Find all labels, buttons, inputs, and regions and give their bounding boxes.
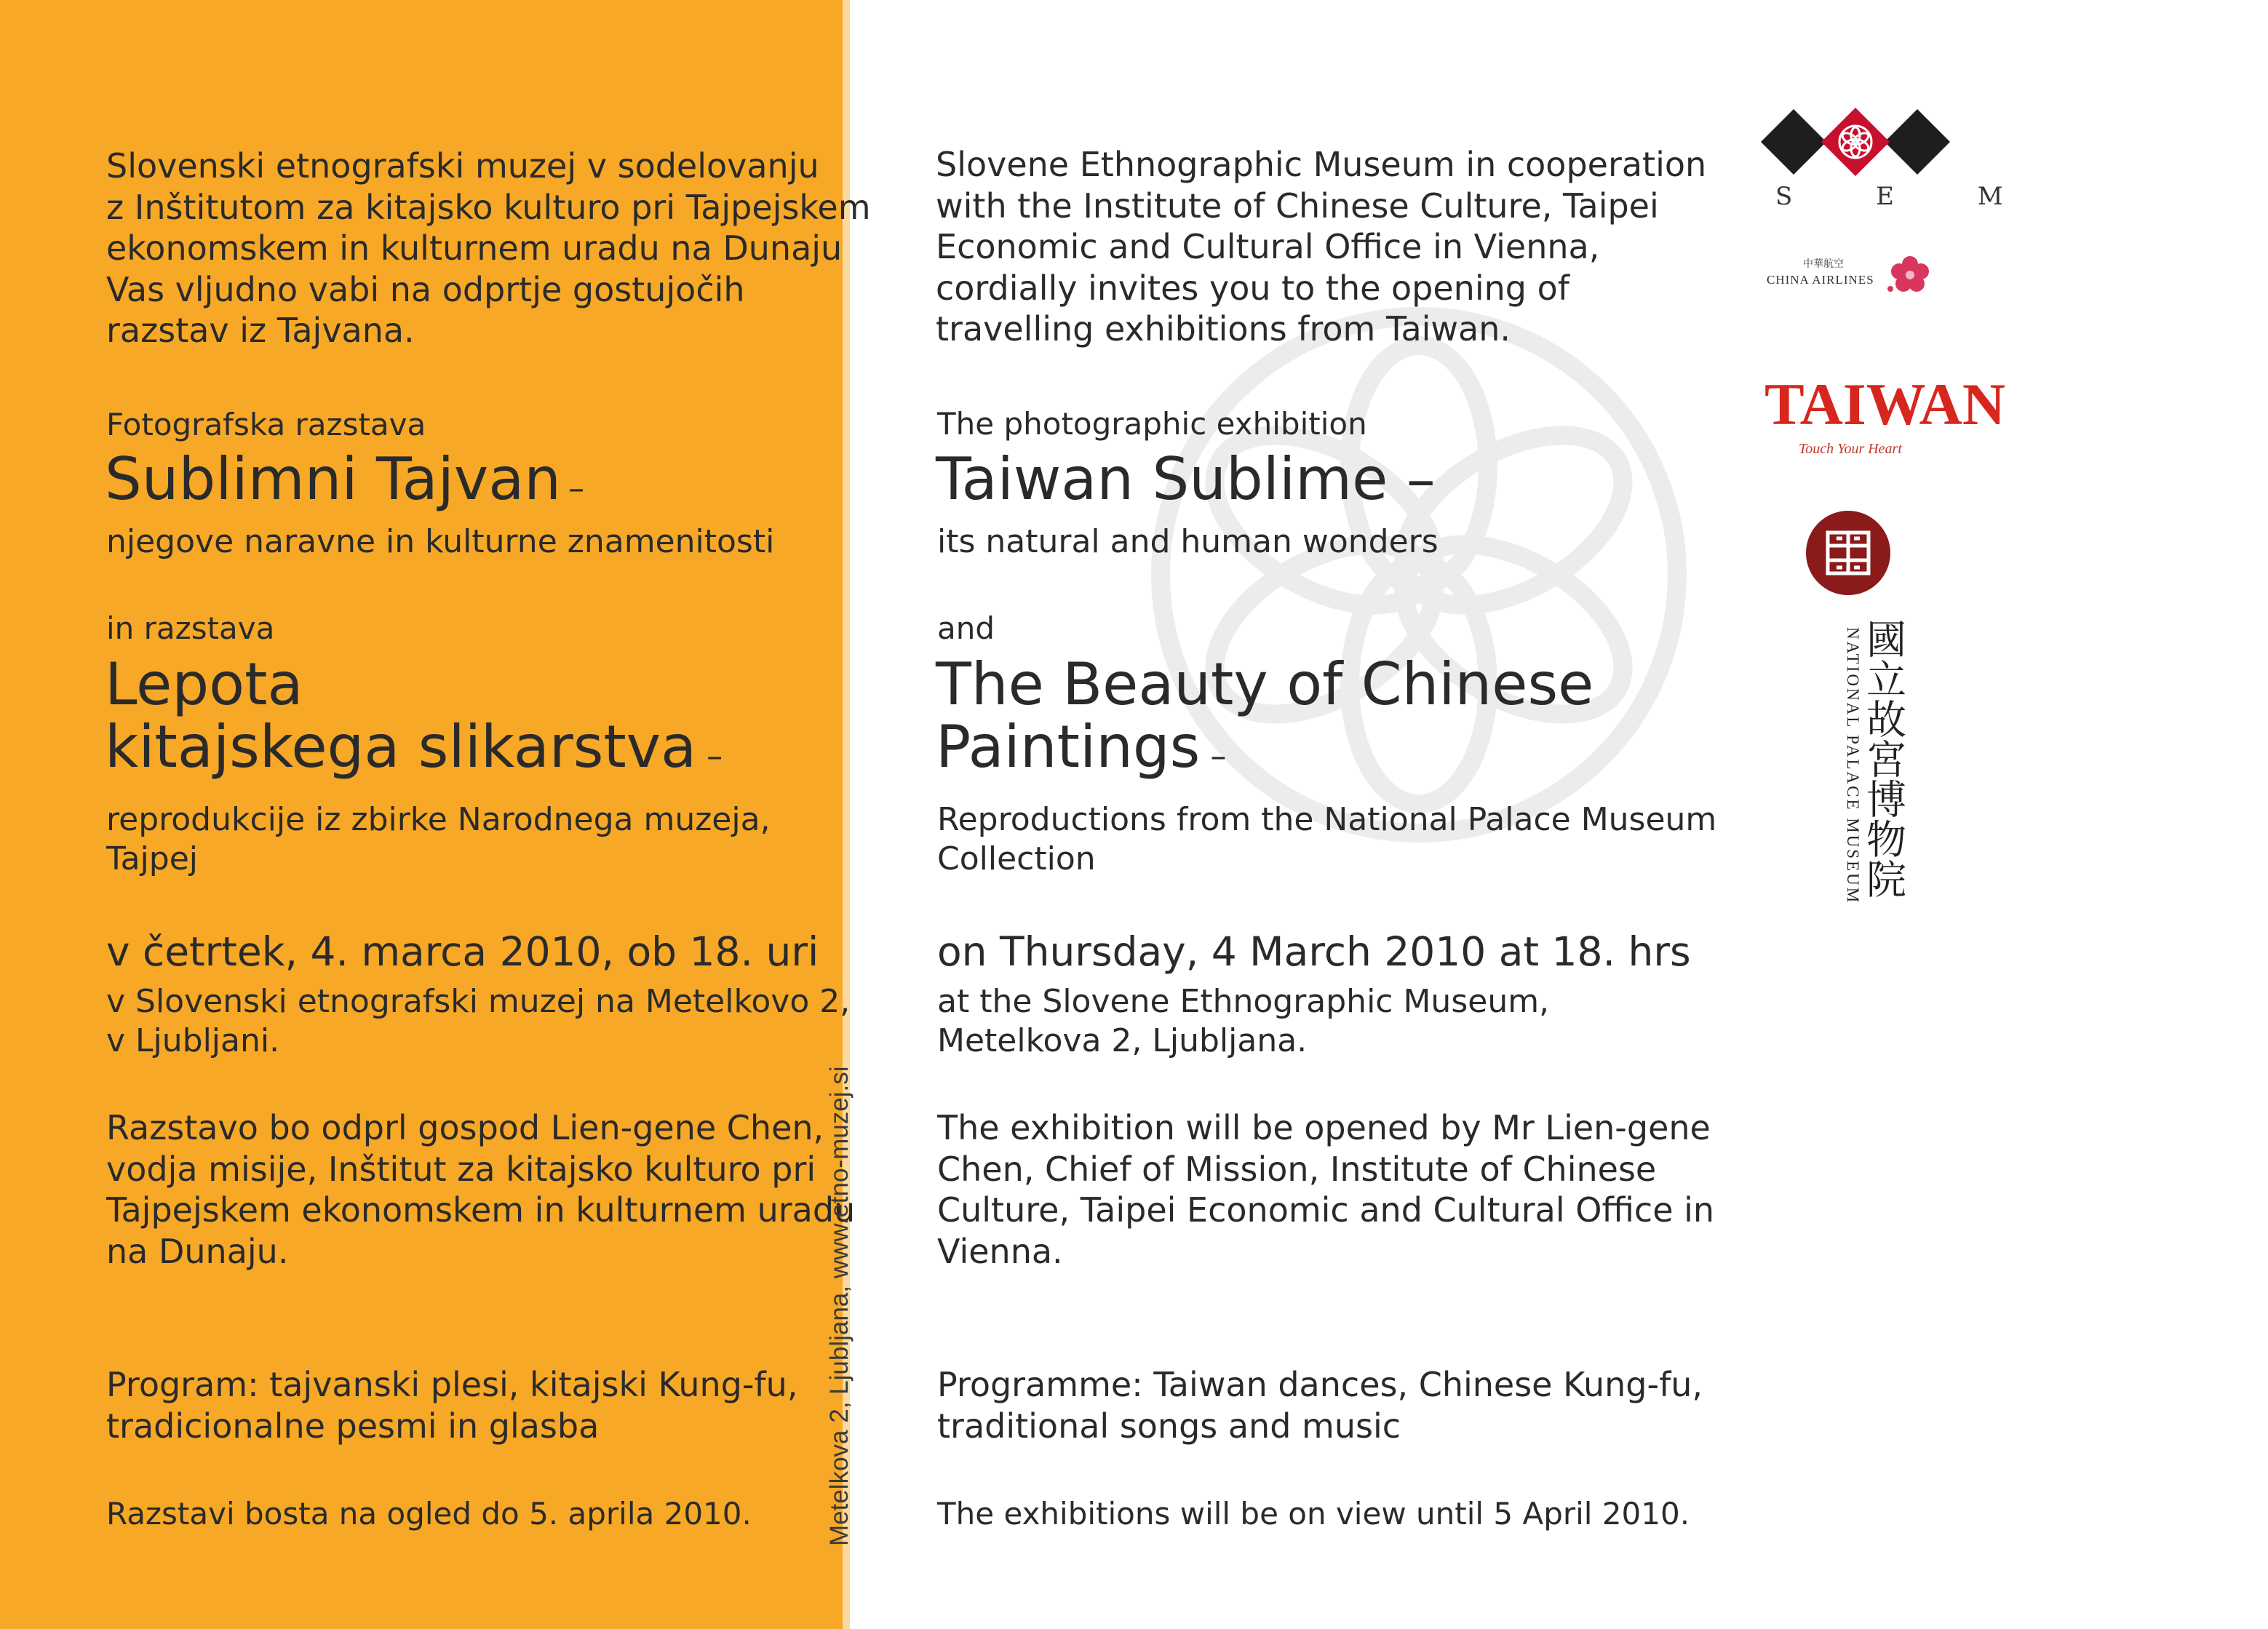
eng-venue-line: at the Slovene Ethnographic Museum,	[937, 983, 1550, 1020]
eng-view-dates: The exhibitions will be on view until 5 April 2010.	[937, 1496, 1690, 1532]
vertical-address: Metelkova 2, Ljubljana, www.etno-muzej.si	[825, 1066, 854, 1546]
eng-date: on Thursday, 4 March 2010 at 18. hrs	[937, 928, 1691, 975]
eng-title2-line2-text: Paintings	[936, 713, 1201, 781]
slo-opening-line: na Dunaju.	[106, 1231, 289, 1271]
slo-title1-dash: –	[568, 470, 584, 507]
npm-seal-icon	[1805, 509, 1892, 597]
slo-title2	[105, 650, 723, 781]
eng-title1: Taiwan Sublime –	[936, 445, 1436, 513]
eng-intro-line: Economic and Cultural Office in Vienna,	[936, 227, 1600, 267]
eng-opening	[937, 1107, 1714, 1272]
eng-intro-line: Slovene Ethnographic Museum in cooperation	[936, 145, 1707, 184]
slo-and-label: in razstava	[106, 610, 275, 646]
sem-letters: S E M	[1775, 182, 2041, 211]
slo-opening-line: Razstavo bo odprl gospod Lien-gene Chen,	[106, 1108, 824, 1147]
slo-program-line: tradicionalne pesmi in glasba	[106, 1406, 600, 1446]
slo-intro-line: ekonomskem in kulturnem uradu na Dunaju	[106, 228, 843, 268]
eng-subtitle1: its natural and human wonders	[937, 523, 1439, 560]
slo-intro	[106, 146, 871, 351]
slo-program	[106, 1364, 797, 1446]
slo-title2-line2	[105, 713, 723, 781]
eng-photo-label: The photographic exhibition	[937, 406, 1367, 442]
eng-opening-line: Vienna.	[937, 1231, 1063, 1271]
eng-subtitle2-line: Reproductions from the National Palace Museum	[937, 801, 1717, 838]
taiwan-tagline: Touch Your Heart	[1799, 441, 1902, 457]
npm-english-name: NATIONAL PALACE MUSEUM	[1844, 627, 1862, 905]
slo-subtitle2-line: reprodukcije iz zbirke Narodnega muzeja,	[106, 801, 771, 838]
slo-subtitle2	[106, 800, 771, 879]
eng-title2-line1: The Beauty of Chinese	[936, 650, 1594, 718]
eng-program-line: traditional songs and music	[937, 1406, 1401, 1446]
plum-blossom-icon	[1885, 251, 1935, 295]
slo-intro-line: Slovenski etnografski muzej v sodelovanju	[106, 146, 819, 186]
slo-venue-line: v Slovenski etnografski muzej na Metelkovo 2,	[106, 983, 851, 1020]
taiwan-wordmark: TAIWAN	[1764, 371, 2006, 437]
eng-venue-line: Metelkova 2, Ljubljana.	[937, 1022, 1308, 1060]
eng-program-line: Programme: Taiwan dances, Chinese Kung-fu,	[937, 1365, 1703, 1404]
slo-date: v četrtek, 4. marca 2010, ob 18. uri	[106, 928, 819, 975]
eng-subtitle2	[937, 800, 1716, 879]
eng-venue	[937, 982, 1549, 1061]
slo-opening-line: vodja misije, Inštitut za kitajsko kulturo pri	[106, 1149, 816, 1189]
eng-title2-dash: –	[1210, 738, 1227, 776]
eng-intro-line: travelling exhibitions from Taiwan.	[936, 309, 1511, 349]
slo-intro-line: z Inštitutom za kitajsko kulturo pri Tajpejskem	[106, 187, 871, 227]
eng-title2	[936, 650, 1594, 781]
slo-intro-line: Vas vljudno vabi na odprtje gostujočih	[106, 269, 745, 309]
eng-intro-line: cordially invites you to the opening of	[936, 268, 1569, 308]
slo-opening	[106, 1107, 855, 1272]
slo-title1-text: Sublimni Tajvan	[105, 445, 561, 513]
slo-subtitle1: njegove naravne in kulturne znamenitosti	[106, 523, 775, 560]
slo-title2-dash: –	[707, 738, 723, 776]
slo-photo-label: Fotografska razstava	[106, 407, 426, 442]
npm-chinese-name: 國立故宮博物院	[1860, 618, 1906, 899]
slo-venue	[106, 982, 850, 1061]
eng-opening-line: The exhibition will be opened by Mr Lien-gene	[937, 1108, 1711, 1147]
slo-title2-line2-text: kitajskega slikarstva	[105, 713, 697, 781]
eng-opening-line: Culture, Taipei Economic and Cultural Office in	[937, 1190, 1715, 1230]
eng-intro-line: with the Institute of Chinese Culture, Taipei	[936, 186, 1659, 226]
china-airlines-zh: 中華航空	[1803, 258, 1844, 270]
slo-subtitle2-line: Tajpej	[106, 840, 199, 878]
eng-and-label: and	[937, 610, 995, 646]
taiwan-touch-your-heart-logo	[1764, 355, 2006, 441]
slo-program-line: Program: tajvanski plesi, kitajski Kung-fu,	[106, 1365, 798, 1404]
slo-intro-line: razstav iz Tajvana.	[106, 311, 415, 351]
slo-opening-line: Tajpejskem ekonomskem in kulturnem uradu	[106, 1190, 856, 1230]
eng-title2-line2	[936, 713, 1593, 781]
eng-opening-line: Chen, Chief of Mission, Institute of Chinese	[937, 1149, 1657, 1189]
sem-logo-icon	[1757, 102, 1954, 182]
eng-program	[937, 1364, 1703, 1446]
slo-venue-line: v Ljubljani.	[106, 1022, 280, 1060]
eng-intro	[936, 144, 1706, 350]
eng-subtitle2-line: Collection	[937, 840, 1096, 878]
china-airlines-en: CHINA AIRLINES	[1767, 273, 1874, 287]
slo-title1	[105, 445, 584, 513]
slo-title2-line1: Lepota	[105, 650, 303, 718]
slo-view-dates: Razstavi bosta na ogled do 5. aprila 2010.	[106, 1496, 752, 1532]
